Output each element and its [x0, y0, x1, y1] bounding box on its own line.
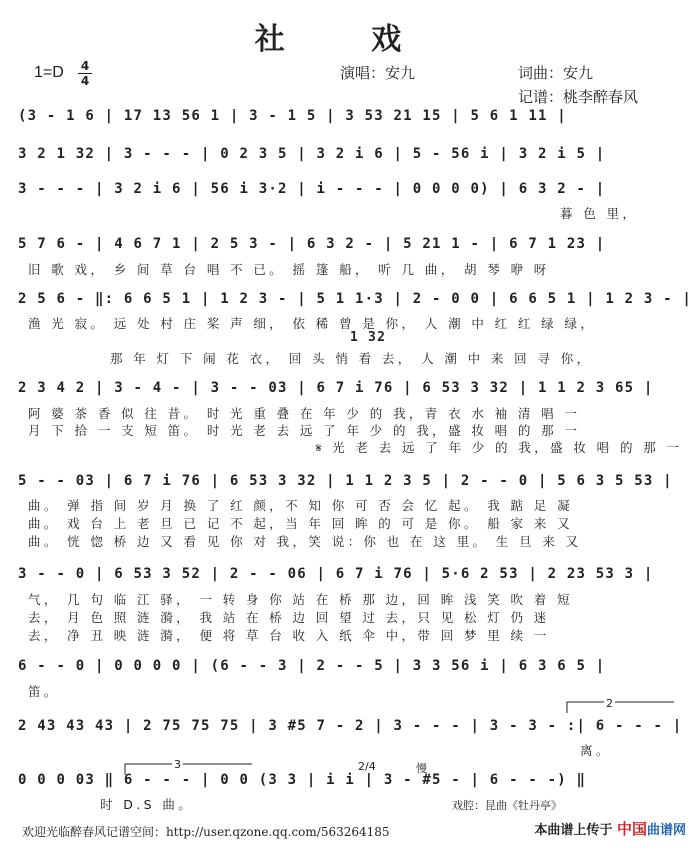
logo-text-b: 曲谱网	[646, 823, 686, 838]
score-row-6-lyric-3: 𝄋 光 老 去 远 了 年 少 的 我，盛 妆 唱 的 那 一	[316, 440, 683, 455]
score-row-6-lyric-2: 月 下 拾 一 支 短 笛。 时 光 老 去 远 了 年 少 的 我，盛 妆 唱 的 那 一	[28, 423, 581, 438]
score-row-9-lyric-1: 笛。	[28, 684, 60, 699]
score-row-10-lyric-1: 离。	[580, 743, 612, 758]
uploaded-label: 本曲谱上传于	[534, 823, 613, 838]
score-row-7-lyric-3: 曲。 恍 惚 桥 边 又 看 见 你 对 我，笑 说：你 也 在 这 里。 生 旦 来 又	[28, 534, 582, 549]
transcriber-credit: 记谱：桃李醉春风	[518, 88, 639, 106]
score-row-4-lyric-1: 旧 歌 戏， 乡 间 草 台 唱 不 已。 摇 篷 船， 听 几 曲， 胡 琴 咿 呀	[28, 262, 550, 277]
score-row-9-notes: 6 - - 0 | 0 0 0 0 | (6 - - 3 | 2 - - 5 | 3 3 56 i | 6 3 6 5 |	[18, 658, 606, 674]
score-row-5-notes: 2 5 6 - ‖: 6 6 5 1 | 1 2 3 - | 5 1 1·3 | 2 - 0 0 | 6 6 5 1 | 1 2 3 - |	[18, 291, 693, 307]
singer-credit: 演唱：安九	[340, 64, 416, 82]
score-row-10-notes: 2 43 43 43 | 2 75 75 75 | 3 #5 7 - 2 | 3 - - - | 3 - 3 - :| 6 - - - |	[18, 718, 683, 734]
score-row-2-notes: 3 2 1 32 | 3 - - - | 0 2 3 5 | 3 2 i 6 | 5 - 56 i | 3 2 i 5 |	[18, 146, 606, 162]
opera-note: 戏腔：昆曲《牡丹亭》	[452, 799, 562, 812]
score-row-6-notes: 2 3 4 2 | 3 - 4 - | 3 - - 03 | 6 7 i 76 | 6 53 3 32 | 1 1 2 3 65 |	[18, 380, 654, 396]
score-row-7-notes: 5 - - 03 | 6 7 i 76 | 6 53 3 32 | 1 1 2 3 5 | 2 - - 0 | 5 6 3 5 53 |	[18, 473, 673, 489]
score-row-8-notes: 3 - - 0 | 6 53 3 52 | 2 - - 06 | 6 7 i 76 | 5·6 2 53 | 2 23 53 3 |	[18, 566, 654, 582]
score-row-5-alt-notes: 1 32	[350, 330, 387, 345]
score-row-3-lyric-1: 暮 色 里，	[560, 206, 639, 221]
score-row-6-lyric-1: 阿 婆 茶 香 似 往 昔。 时 光 重 叠 在 年 少 的 我，青 衣 水 袖 清 唱 一	[28, 406, 581, 421]
volta-3-label: 3	[174, 758, 181, 771]
score-row-8-lyric-3: 去， 净 丑 映 涟 漪， 便 将 草 台 收 入 纸 伞 中，带 回 梦 里 续 一	[28, 628, 550, 643]
time-signature-bottom: 4	[80, 74, 90, 88]
score-row-4-notes: 5 7 6 - | 4 6 7 1 | 2 5 3 - | 6 3 2 - | 5 21 1 - | 6 7 1 23 |	[18, 236, 606, 252]
volta-2-label: 2	[606, 697, 613, 710]
score-row-1-notes: (3 - 1 6 | 17 13 56 1 | 3 - 1 5 | 3 53 21 15 | 5 6 1 11 |	[18, 108, 567, 124]
score-row-5-lyric-2: 那 年 灯 下 闹 花 衣， 回 头 悄 看 去， 人 潮 中 来 回 寻 你，	[110, 351, 593, 366]
score-row-7-lyric-2: 曲。 戏 台 上 老 旦 已 记 不 起，当 年 回 眸 的 可 是 你。 船 家 来 又	[28, 516, 573, 531]
volta-bracket-2	[566, 700, 676, 714]
key-signature: 1=D	[34, 64, 64, 81]
site-logo[interactable]	[534, 818, 686, 839]
footer-link[interactable]: 欢迎光临醉春风记谱空间：http://user.qzone.qq.com/563264185	[22, 825, 390, 839]
tempo-mark: 慢	[416, 762, 427, 775]
score-row-8-lyric-1: 气， 几 句 临 江 驿， 一 转 身 你 站 在 桥 那 边，回 眸 浅 笑 吹 着 短	[28, 592, 573, 607]
score-row-7-lyric-1: 曲。 弹 指 间 岁 月 换 了 红 颜，不 知 你 可 否 会 忆 起。 我 踮 足 凝	[28, 498, 573, 513]
score-row-3-notes: 3 - - - | 3 2 i 6 | 56 i 3·2 | i - - - | 0 0 0 0) | 6 3 2 - |	[18, 181, 606, 197]
score-row-5-lyric-1: 渔 光 寂。 远 处 村 庄 桨 声 细， 依 稀 曾 是 你， 人 潮 中 红 红 绿 绿，	[28, 316, 597, 331]
composer-credit: 词曲：安九	[518, 64, 594, 82]
score-row-11-lyric-1: 时 D.S 曲。	[100, 797, 195, 812]
time-signature	[78, 60, 92, 87]
time-signature-top: 4	[80, 59, 90, 73]
page-title: 社 戏	[254, 22, 440, 57]
score-row-8-lyric-2: 去， 月 色 照 涟 漪， 我 站 在 桥 边 回 望 过 去，只 见 松 灯 仍 迷	[28, 610, 550, 625]
logo-text-a: 中国	[616, 820, 647, 838]
meter-change: 2/4	[358, 760, 376, 773]
score-row-11-notes: 0 0 0 03 ‖ 6 - - - | 0 0 (3 3 | i i | 3 - #5 - | 6 - - -) ‖	[18, 772, 587, 788]
